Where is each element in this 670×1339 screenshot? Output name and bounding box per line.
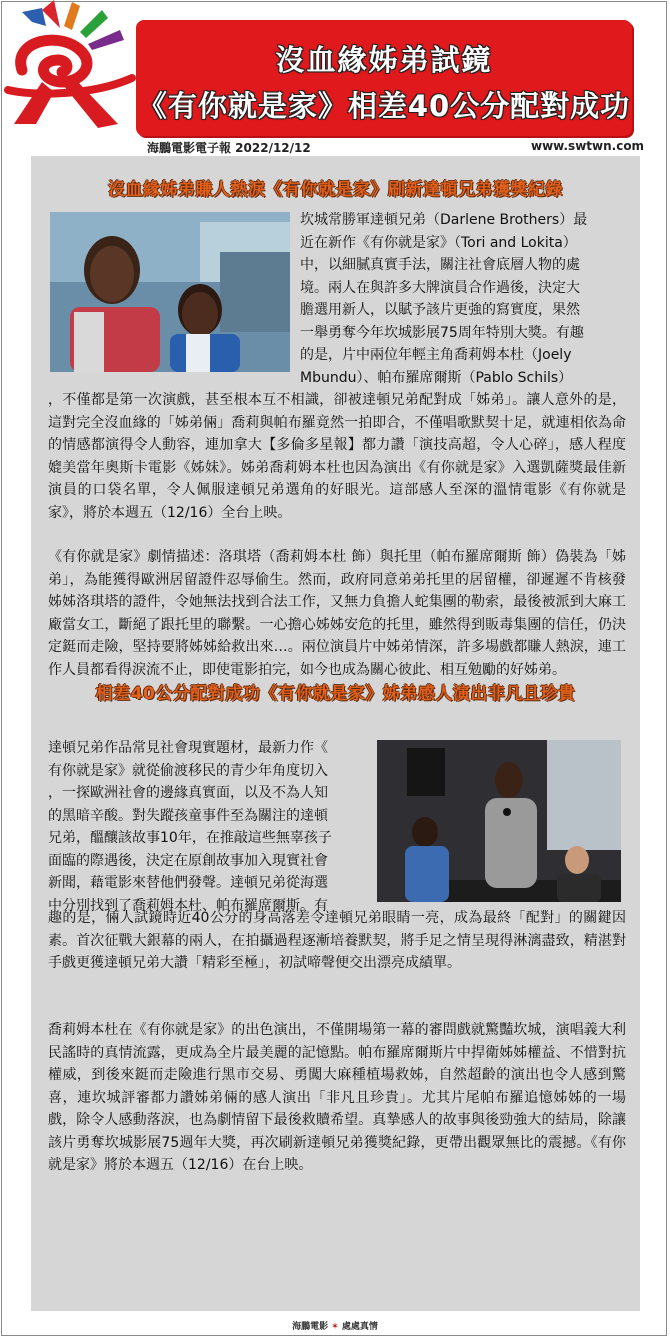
publisher-logo: [2, 0, 142, 135]
header-banner: [136, 20, 632, 136]
text-line: 近在新作《有你就是家》（Tori and Lokita）: [300, 234, 577, 251]
section1-paragraph-1-rest: ，不僅都是第一次演戲，甚至根本互不相識，卻被達頓兄弟配對成「姊弟」。讓人意外的是，這對完全沒血緣的「姊弟倆」喬莉與帕布羅竟然一拍即合，不僅唱歌默契十足，就連相依為命的情感都演得令人動容，連加拿大【多倫多星報】都力讚「演技高超，令人心碎」，感人程度媲美當年奧斯卡電影《姊妹》。姊弟喬莉姆本杜也因為演出《有你就是家》入選凱薩獎最佳新演員的口袋名單，令人佩服達頓兄弟選角的好眼光。這部感人至深的溫情電影《有你就是家》，將於本週五（12/16）全台上映。: [48, 392, 626, 521]
article-panel: [31, 156, 640, 1311]
footer-slogan: [0, 1319, 670, 1332]
footer-brand: 海鵬電影: [292, 1322, 329, 1332]
publisher-date: 海鵬電影電子報 2022/12/12: [147, 141, 311, 155]
footer-slogan-text: 處處真情: [341, 1322, 378, 1332]
section2-wrap-text: [48, 737, 370, 917]
section2-headline: 相差40公分配對成功《有你就是家》姊弟感人演出非凡且珍貴: [95, 684, 576, 704]
film-still-photo-1: [50, 212, 290, 372]
text-line: Mbundu）、帕布羅席爾斯（Pablo Schils）: [300, 369, 573, 386]
section2-paragraph-2: 喬莉姆本杜在《有你就是家》的出色演出，不僅開場第一幕的審問戲就驚豔坎城，演唱義大利民謠時的真情流露，更成為全片最美麗的記憶點。帕布羅席爾斯片中捍衛姊姊權益、不惜對抗權威，到後來鋌而走險進行黑市交易、勇闖大麻種植場救姊，自然超齡的演出也令人感到驚喜，連坎城評審都力讚姊弟倆的感人演出「非凡且珍貴」。尤其片尾帕布羅追憶姊姊的一場戲，除令人感動落淚，也為劇情留下最後救贖希望。真摯感人的故事與後勁強大的結局，除讓該片勇奪坎城影展75週年大獎，再次刷新達頓兄弟獲獎紀錄，更帶出觀眾無比的震撼。《有你就是家》將於本週五（12/16）在台上映。: [48, 1022, 626, 1173]
text-line: 坎城常勝軍達頓兄弟（Darlene Brothers）最: [300, 212, 588, 228]
text-line: 面臨的際遇後，決定在原創故事加入現實社會: [48, 852, 328, 869]
website-url[interactable]: www.swtwn.com: [531, 139, 645, 153]
text-line: 兄弟，醞釀該故事10年，在推敲這些無辜孩子: [48, 830, 332, 846]
headline-title-line2: 《有你就是家》相差40公分配對成功: [137, 89, 631, 123]
text-line: ，一探歐洲社會的邊緣真實面，以及不為人知: [48, 785, 328, 801]
section1-headline: 沒血緣姊弟賺人熱淚《有你就是家》刷新達頓兄弟獲獎紀錄: [108, 180, 563, 200]
text-line: 的黑暗辛酸。對失蹤孩童事件至為關注的達頓: [48, 807, 328, 824]
text-line: 中分別找到了喬莉姆本杜、帕布羅席爾斯。有: [48, 897, 328, 914]
text-line: 膽選用新人，以賦予該片更強的寫實度，果然: [300, 302, 580, 318]
text-line: 達頓兄弟作品常見社會現實題材，最新力作《: [48, 740, 328, 756]
text-line: 新聞，藉電影來替他們發聲。達頓兄弟從海選: [48, 875, 328, 891]
text-line: 的是，片中兩位年輕主角喬莉姆本杜（Joely: [300, 347, 572, 363]
footer-logo-mark: ✶: [331, 1322, 339, 1332]
section2-paragraph-1-rest: 趣的是，倆人試鏡時近40公分的身高落差令達頓兄弟眼睛一亮，成為最終「配對」的關鍵因素。首次征戰大銀幕的兩人，在拍攝過程逐漸培養默契，將手足之情呈現得淋漓盡致，精湛對手戲更獲達頓兄弟大讚「精彩至極」，初試啼聲便交出漂亮成績單。: [48, 910, 626, 971]
text-line: 有你就是家》就從偷渡移民的青少年角度切入: [48, 762, 328, 779]
text-line: 中，以細膩真實手法，關注社會底層人物的處: [300, 257, 580, 273]
section1-wrap-text: [300, 209, 628, 389]
text-line: 一舉勇奪今年坎城影展75周年特別大獎。有趣: [300, 324, 584, 341]
text-line: 境。兩人在與許多大牌演員合作過後，決定大: [300, 279, 580, 296]
headline-title-line1: 沒血緣姊弟試鏡: [275, 43, 493, 77]
section1-paragraph-2: 《有你就是家》劇情描述：洛琪塔（喬莉姆本杜 飾）與托里（帕布羅席爾斯 飾）偽裝為「姊弟」，為能獲得歐洲居留證件忍辱偷生。然而，政府同意弟弟托里的居留權，卻遲遲不肯核發姊姊洛琪塔的證件，令她無法找到合法工作，又無力負擔人蛇集團的勒索，最後被派到大麻工廠當女工，斷絕了跟托里的聯繫。一心擔心姊姊安危的托里，雖然得到販毒集團的信任，仍決定鋌而走險，堅持要將姊姊給救出來…。兩位演員片中姊弟情深，許多場戲都賺人熱淚，連工作人員都看得淚流不止，即使電影拍完，如今也成為關心彼此、相互勉勵的好姊弟。: [48, 549, 626, 678]
event-photo-2: [377, 740, 621, 902]
